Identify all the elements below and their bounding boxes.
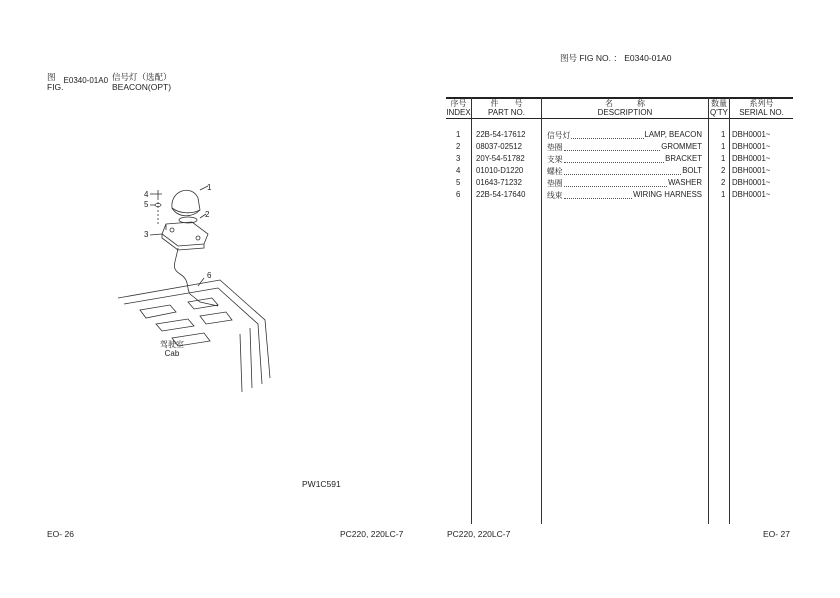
header-serial-cn: 系列号 xyxy=(749,99,774,108)
leader-6 xyxy=(198,278,204,286)
row-index: 6 xyxy=(456,190,461,199)
row-part-no: 08037-02512 xyxy=(476,142,522,151)
row-description xyxy=(547,154,702,165)
row-desc-en: LAMP, BEACON xyxy=(644,130,702,139)
header-qty-cn: 数量 xyxy=(711,99,727,108)
header-index xyxy=(446,99,471,117)
leader-dots xyxy=(564,178,667,187)
fig-no-label: 图号 FIG NO. ： xyxy=(560,53,622,63)
row-desc-cn: 线束 xyxy=(547,191,563,200)
header-part-en: PART NO. xyxy=(488,108,525,117)
cab-label-cn: 驾驶室 xyxy=(160,340,184,349)
row-desc-cn: 垫圈 xyxy=(547,143,563,152)
bracket-hole xyxy=(170,228,174,232)
row-description xyxy=(547,178,702,189)
row-index: 4 xyxy=(456,166,461,175)
cab-roof-outline xyxy=(118,280,270,378)
fig-title xyxy=(112,72,172,92)
row-index: 3 xyxy=(456,154,461,163)
row-serial: DBH0001~ xyxy=(732,154,771,163)
row-qty: 2 xyxy=(721,178,726,187)
row-qty: 2 xyxy=(721,166,726,175)
leader-3 xyxy=(150,234,162,235)
callout-3: 3 xyxy=(144,230,149,239)
row-index: 5 xyxy=(456,178,461,187)
header-serial-en: SERIAL NO. xyxy=(739,108,784,117)
col-divider xyxy=(708,97,709,524)
cab-pillar xyxy=(240,328,252,392)
header-part-cn: 件 号 xyxy=(490,99,523,108)
row-description xyxy=(547,130,702,141)
leader-dots xyxy=(564,166,682,175)
fig-no-line xyxy=(560,52,672,64)
row-qty: 1 xyxy=(721,190,726,199)
leader-dots xyxy=(564,154,665,163)
header-desc-cn: 名 称 xyxy=(605,99,645,108)
callout-1: 1 xyxy=(207,183,212,192)
cab-roof-ribs xyxy=(140,298,232,346)
cab-label-en: Cab xyxy=(164,349,180,358)
row-desc-en: BRACKET xyxy=(665,154,702,163)
callout-5: 5 xyxy=(144,200,149,209)
header-serial xyxy=(730,99,793,117)
row-desc-cn: 信号灯 xyxy=(547,131,571,140)
row-qty: 1 xyxy=(721,154,726,163)
bracket-edge xyxy=(162,224,204,250)
bracket-shape xyxy=(162,222,208,246)
row-serial: DBH0001~ xyxy=(732,190,771,199)
row-part-no: 22B-54-17640 xyxy=(476,190,526,199)
fig-label-cn: 图 xyxy=(47,72,56,82)
row-desc-cn: 支架 xyxy=(547,155,563,164)
header-qty xyxy=(709,99,729,117)
header-index-cn: 序号 xyxy=(450,99,467,108)
row-part-no: 20Y-54-51782 xyxy=(476,154,525,163)
row-index: 1 xyxy=(456,130,461,139)
callout-4: 4 xyxy=(144,190,149,199)
row-part-no: 01643-71232 xyxy=(476,178,522,187)
fig-label-en: FIG. xyxy=(47,82,64,92)
row-description xyxy=(547,166,702,177)
row-desc-en: WIRING HARNESS xyxy=(633,190,702,199)
fig-no-value: E0340-01A0 xyxy=(624,53,672,63)
callout-6: 6 xyxy=(207,271,212,280)
table-header-rule xyxy=(446,118,793,119)
fig-code: E0340-01A0 xyxy=(63,76,109,85)
header-index-en: INDEX xyxy=(446,108,471,117)
leader-dots xyxy=(564,142,661,151)
row-qty: 1 xyxy=(721,130,726,139)
bolt-shape xyxy=(154,190,162,198)
left-page-number: EO- 26 xyxy=(47,529,74,539)
drawing-code: PW1C591 xyxy=(302,479,341,489)
header-part-no xyxy=(472,99,541,117)
bracket-hole xyxy=(196,236,200,240)
col-divider xyxy=(729,97,730,524)
right-page-number: EO- 27 xyxy=(763,529,790,539)
col-divider xyxy=(471,97,472,524)
leader-dots xyxy=(571,130,643,139)
row-description xyxy=(547,190,702,201)
beacon-exploded-drawing xyxy=(100,178,300,408)
row-serial: DBH0001~ xyxy=(732,142,771,151)
left-page-model: PC220, 220LC-7 xyxy=(340,529,404,539)
figure-title-block xyxy=(47,72,172,92)
fig-title-cn: 信号灯（选配） xyxy=(112,72,172,82)
row-serial: DBH0001~ xyxy=(732,178,771,187)
col-divider xyxy=(541,97,542,524)
row-index: 2 xyxy=(456,142,461,151)
right-page-model: PC220, 220LC-7 xyxy=(447,529,511,539)
header-desc-en: DESCRIPTION xyxy=(597,108,653,117)
row-part-no: 22B-54-17612 xyxy=(476,130,526,139)
header-description xyxy=(542,99,708,117)
row-desc-cn: 螺栓 xyxy=(547,167,563,176)
row-desc-en: GROMMET xyxy=(661,142,702,151)
cab-label xyxy=(160,340,184,358)
fig-title-en: BEACON(OPT) xyxy=(112,82,172,92)
row-qty: 1 xyxy=(721,142,726,151)
fig-label xyxy=(47,72,64,92)
leader-dots xyxy=(564,190,633,199)
row-desc-en: WASHER xyxy=(668,178,702,187)
row-part-no: 01010-D1220 xyxy=(476,166,524,175)
callout-2: 2 xyxy=(205,210,210,219)
harness-shape xyxy=(174,248,218,306)
row-desc-cn: 垫圈 xyxy=(547,179,563,188)
row-description xyxy=(547,142,702,153)
parts-table xyxy=(446,97,793,524)
row-serial: DBH0001~ xyxy=(732,130,771,139)
row-serial: DBH0001~ xyxy=(732,166,771,175)
row-desc-en: BOLT xyxy=(682,166,702,175)
header-qty-en: Q'TY xyxy=(710,108,728,117)
